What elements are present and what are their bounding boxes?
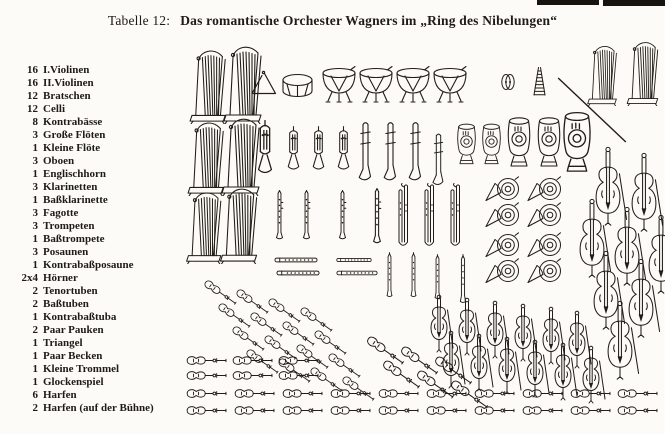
instrument-name: Klarinetten [43,181,98,193]
glockenspiel-icon [529,66,550,96]
french-horn-icon [484,202,520,228]
instrument-name: Bratschen [43,90,91,102]
second-violin-icon [567,387,613,400]
second-violin-icon [423,387,469,400]
trombone-icon [357,120,374,184]
bass-clarinet-icon [371,188,383,244]
instrument-name: Kleine Flöte [43,142,101,154]
tenor-tuba-icon [455,120,478,168]
instrument-name: Kontrabaßposaune [43,259,134,271]
tenor-tuba-icon [480,120,503,168]
instrument-name: Englischhorn [43,168,106,180]
instrument-name: Trompeten [43,220,95,232]
second-violin-icon [229,369,275,382]
clarinet-icon [337,190,348,240]
second-violin-icon [183,404,229,417]
instrument-count: 1 [32,311,38,323]
second-violin-icon [471,404,517,417]
instrument-count: 1 [32,363,38,375]
instrument-name: Celli [43,103,65,115]
second-violin-icon [183,369,229,382]
french-horn-icon [526,176,562,202]
instrument-name: Oboen [43,155,75,167]
instrument-name: II.Violinen [43,77,94,89]
instrument-count: 3 [32,220,38,232]
instrument-count: 3 [32,155,38,167]
instrument-count: 12 [27,103,38,115]
cymbals-icon [500,72,516,92]
instrument-count: 3 [32,181,38,193]
double-bass-icon [600,298,640,388]
instrument-name: Posaunen [43,246,89,258]
instrument-count: 2x4 [21,272,38,284]
instrument-name: Paar Becken [43,350,103,362]
second-violin-icon [327,387,373,400]
instrument-name: Glockenspiel [43,376,104,388]
instrument-count: 1 [32,142,38,154]
instrument-name: I.Violinen [43,64,90,76]
timpani-icon [395,66,431,104]
trumpet-icon [284,126,303,172]
trombone-icon [407,120,424,184]
clarinet-icon [274,190,285,240]
timpani-icon [321,66,357,104]
table-caption: Das romantische Orchester Wagners im „Ring des Nibelungen“ [180,13,558,28]
timpani-icon [358,66,394,104]
french-horn-icon [484,176,520,202]
clarinet-icon [301,190,312,240]
second-violin-icon [279,387,325,400]
instrument-name: Paar Pauken [43,324,104,336]
second-violin-icon [519,387,565,400]
oboe-icon [385,252,394,298]
instrument-count: 1 [32,194,38,206]
instrument-count: 3 [32,246,38,258]
instrument-count: 1 [32,168,38,180]
second-violin-icon [519,404,565,417]
second-violin-icon [327,404,373,417]
flute-icon [276,269,320,277]
triangle-icon [250,70,277,96]
french-horn-icon [526,202,562,228]
bassoon-icon [396,183,409,249]
second-violin-icon [231,404,277,417]
table-number: Tabelle 12: [107,13,171,28]
french-horn-icon [526,232,562,258]
instrument-name: Hörner [43,272,78,284]
instrument-count: 1 [32,259,38,271]
french-horn-icon [484,258,520,284]
instrument-name: Baßklarinette [43,194,108,206]
trumpet-icon [334,126,353,172]
second-violin-icon [423,404,469,417]
second-violin-icon [275,354,321,367]
instrument-count: 2 [32,402,38,414]
instrument-name: Große Flöten [43,129,106,141]
instrument-count: 1 [32,350,38,362]
instrument-name: Triangel [43,337,83,349]
instrument-name: Tenortuben [43,285,98,297]
instrument-name: Kontrabässe [43,116,103,128]
bassoon-icon [448,183,461,249]
oboe-icon [409,252,418,298]
second-violin-icon [231,387,277,400]
instrument-name: Kontrabaßtuba [43,311,117,323]
scan-artifact-icon [603,0,665,6]
instrument-name: Baßtuben [43,298,89,310]
second-violin-icon [614,387,660,400]
instrument-count: 1 [32,376,38,388]
second-violin-icon [183,387,229,400]
piccolo-icon [336,256,372,264]
instrument-count: 16 [27,64,38,76]
instrument-name: Baßtrompete [43,233,105,245]
instrument-count: 1 [32,337,38,349]
snare-drum-icon [281,72,314,99]
trumpet-icon [309,126,328,172]
second-violin-icon [375,387,421,400]
instrument-count: 6 [32,389,38,401]
bassoon-icon [422,183,435,249]
second-violin-icon [279,404,325,417]
instrument-count: 3 [32,207,38,219]
bass-tuba-icon [505,115,533,169]
harp-icon [216,186,266,264]
french-horn-icon [484,232,520,258]
second-violin-icon [183,354,229,367]
instrument-count: 12 [27,90,38,102]
instrument-count: 1 [32,233,38,245]
bass-trumpet-icon [251,120,279,176]
stage-harp-icon [584,44,624,106]
trombone-icon [382,120,399,184]
timpani-icon [432,66,468,104]
instrument-name: Kleine Trommel [43,363,120,375]
second-violin-icon [567,404,613,417]
second-violin-icon [375,404,421,417]
flute-icon [336,269,378,277]
flute-icon [274,256,318,264]
instrument-count: 2 [32,298,38,310]
instrument-count: 2 [32,324,38,336]
instrument-count: 16 [27,77,38,89]
instrument-count: 8 [32,116,38,128]
scan-artifact-icon [537,0,599,5]
second-violin-icon [275,369,321,382]
instrument-count: 2 [32,285,38,297]
instrument-name: Harfen (auf der Bühne) [43,402,154,414]
bass-tuba-icon [535,115,563,169]
instrument-name: Fagotte [43,207,79,219]
instrument-name: Harfen [43,389,77,401]
second-violin-icon [471,387,517,400]
second-violin-icon [614,404,660,417]
instrument-count: 3 [32,129,38,141]
stage-harp-icon [623,40,665,106]
french-horn-icon [526,258,562,284]
second-violin-icon [229,354,275,367]
